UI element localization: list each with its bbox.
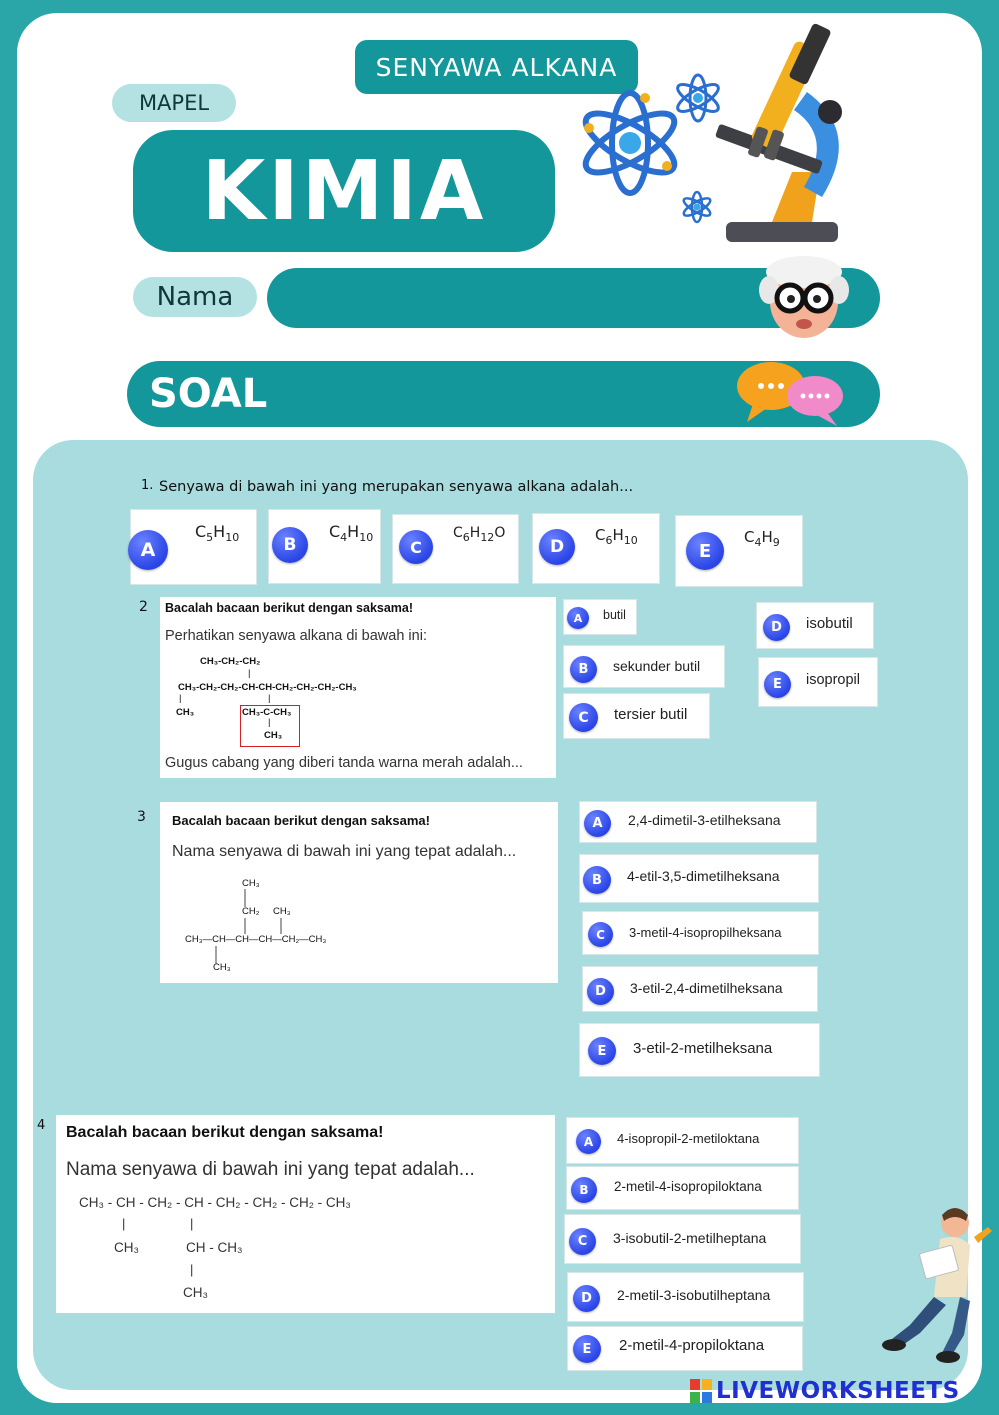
option-e-badge: E <box>588 1037 616 1065</box>
chem-struct-text: CH₃ <box>213 962 231 973</box>
chem-struct-text: | <box>248 668 251 679</box>
name-label: Nama <box>156 282 234 312</box>
option-b-text: 2-metil-4-isopropiloktana <box>614 1179 762 1194</box>
chem-struct-text: CH₃—CH—CH—CH—CH₂—CH₃ <box>185 934 327 945</box>
option-b-badge: B <box>272 527 308 563</box>
formula-text: $C_6H_{12}O$ <box>453 525 506 544</box>
question-3-heading: Bacalah bacaan berikut dengan saksama! <box>172 813 430 828</box>
q2-option-c[interactable] <box>563 693 710 739</box>
chem-struct-text: | <box>268 717 271 728</box>
structure-bonds <box>180 872 380 982</box>
chem-struct-text: CH₃ <box>273 906 291 917</box>
option-d-badge: D <box>587 978 614 1005</box>
option-a-badge: A <box>576 1129 601 1154</box>
liveworksheets-logo-icon <box>690 1379 712 1403</box>
chem-struct-text: | <box>190 1216 194 1231</box>
topic-banner <box>355 40 638 94</box>
option-c-badge: C <box>569 1228 596 1255</box>
q1-option-e[interactable] <box>675 515 803 587</box>
q4-option-b[interactable] <box>566 1166 799 1210</box>
option-b-text: sekunder butil <box>613 658 701 674</box>
chem-struct-text: CH₂ <box>242 906 260 917</box>
option-d-text: isobutil <box>806 615 853 632</box>
question-4-card <box>56 1115 555 1313</box>
option-a-text: 2,4-dimetil-3-etilheksana <box>628 812 781 828</box>
q4-option-d[interactable] <box>567 1272 804 1322</box>
option-c-badge: C <box>588 922 613 947</box>
q4-option-c[interactable] <box>564 1214 801 1264</box>
formula-text: $C_6H_{10}$ <box>595 526 638 547</box>
chem-struct-text: | <box>179 693 182 704</box>
question-4-text: Nama senyawa di bawah ini yang tepat adalah... <box>66 1159 475 1180</box>
chem-struct-text: CH₃ <box>183 1285 208 1300</box>
option-e-badge: E <box>686 532 724 570</box>
name-label-pill <box>133 277 257 317</box>
question-1-text: Senyawa di bawah ini yang merupakan senyawa alkana adalah... <box>159 479 634 495</box>
topic-title: SENYAWA ALKANA <box>375 52 618 82</box>
question-2-intro: Perhatikan senyawa alkana di bawah ini: <box>165 628 427 644</box>
q1-option-a[interactable] <box>130 509 257 585</box>
option-c-text: 3-metil-4-isopropilheksana <box>629 925 782 940</box>
q2-option-a[interactable] <box>563 599 637 635</box>
option-c-badge: C <box>399 530 433 564</box>
option-d-badge: D <box>539 529 575 565</box>
scientist-avatar-icon <box>757 250 852 340</box>
option-a-badge: A <box>567 607 589 629</box>
q2-option-d[interactable] <box>756 602 874 649</box>
q2-option-b[interactable] <box>563 645 725 688</box>
brand-logo <box>690 1376 960 1406</box>
formula-text: $C_4H_{10}$ <box>329 522 374 545</box>
q2-option-e[interactable] <box>758 657 878 707</box>
formula-text: $C_4H_9$ <box>744 528 780 549</box>
q3-option-a[interactable] <box>579 801 817 843</box>
q1-option-b[interactable] <box>268 509 381 584</box>
chem-struct-text: CH₃-CH₂-CH₂ <box>200 656 261 667</box>
option-d-text: 2-metil-3-isobutilheptana <box>617 1287 771 1303</box>
q1-option-d[interactable] <box>532 513 660 584</box>
option-b-badge: B <box>583 866 611 894</box>
option-e-text: 2-metil-4-propiloktana <box>619 1337 765 1354</box>
question-4-number: 4 <box>37 1118 46 1133</box>
question-3-card <box>160 802 558 983</box>
option-b-badge: B <box>571 1177 597 1203</box>
subject-banner <box>133 130 555 252</box>
mapel-label: MAPEL <box>138 91 210 115</box>
chem-struct-text: | <box>190 1262 194 1277</box>
chem-struct-text: CH₃-CH₂-CH₂-CH-CH-CH₂-CH₂-CH₂-CH₃ <box>178 682 357 693</box>
q3-option-b[interactable] <box>579 854 819 903</box>
chem-struct-text: | <box>122 1216 126 1231</box>
option-e-text: isopropil <box>806 672 860 688</box>
atom-icon <box>575 88 685 198</box>
option-a-badge: A <box>584 810 611 837</box>
option-c-text: 3-isobutil-2-metilheptana <box>613 1230 767 1246</box>
option-b-badge: B <box>570 656 597 683</box>
question-1-number: 1. <box>141 478 154 493</box>
option-e-badge: E <box>573 1335 601 1363</box>
q1-option-c[interactable] <box>392 514 519 584</box>
q4-option-e[interactable] <box>567 1326 803 1371</box>
q3-option-e[interactable] <box>579 1023 820 1077</box>
q3-option-c[interactable] <box>582 911 819 955</box>
question-3-text: Nama senyawa di bawah ini yang tepat adalah... <box>172 843 517 860</box>
chem-struct-text: CH₃ <box>114 1240 139 1255</box>
question-3-number: 3 <box>137 809 146 825</box>
chem-struct-text: CH - CH₃ <box>186 1240 243 1255</box>
option-c-text: tersier butil <box>614 706 688 723</box>
question-2-text: Gugus cabang yang diberi tanda warna merah adalah... <box>165 755 523 771</box>
option-d-text: 3-etil-2,4-dimetilheksana <box>630 980 783 996</box>
formula-text: $C_5H_{10}$ <box>195 522 240 545</box>
option-a-badge: A <box>128 530 168 570</box>
student-reading-icon <box>870 1205 995 1365</box>
microscope-icon <box>712 22 862 247</box>
option-e-badge: E <box>764 671 791 698</box>
option-d-badge: D <box>763 614 790 641</box>
question-2-card <box>160 597 556 778</box>
option-c-badge: C <box>569 703 598 732</box>
question-2-number: 2 <box>139 599 148 615</box>
chem-struct-text: CH₃-C-CH₃ <box>242 707 292 718</box>
chem-struct-text: CH₃ - CH - CH₂ - CH - CH₂ - CH₂ - CH₂ - CH₃ <box>79 1195 351 1210</box>
subject-title: KIMIA <box>201 143 487 239</box>
q4-option-a[interactable] <box>566 1117 799 1164</box>
section-title: SOAL <box>149 371 268 417</box>
question-2-heading: Bacalah bacaan berikut dengan saksama! <box>165 601 414 615</box>
chem-struct-text: CH₃ <box>264 730 283 741</box>
option-a-text: butil <box>603 608 626 622</box>
option-e-text: 3-etil-2-metilheksana <box>633 1040 773 1057</box>
mapel-pill <box>112 84 236 122</box>
option-d-badge: D <box>573 1285 600 1312</box>
atom-icon <box>680 190 714 224</box>
question-4-heading: Bacalah bacaan berikut dengan saksama! <box>66 1124 384 1141</box>
chem-struct-text: CH₃ <box>242 878 260 889</box>
option-b-text: 4-etil-3,5-dimetilheksana <box>627 868 780 884</box>
brand-text: LIVEWORKSHEETS <box>716 1378 960 1404</box>
chem-struct-text: | <box>268 693 271 704</box>
chem-struct-text: CH₃ <box>176 707 195 718</box>
q3-option-d[interactable] <box>582 966 818 1012</box>
option-a-text: 4-isopropil-2-metiloktana <box>617 1131 760 1146</box>
chat-bubbles-icon <box>733 352 848 430</box>
